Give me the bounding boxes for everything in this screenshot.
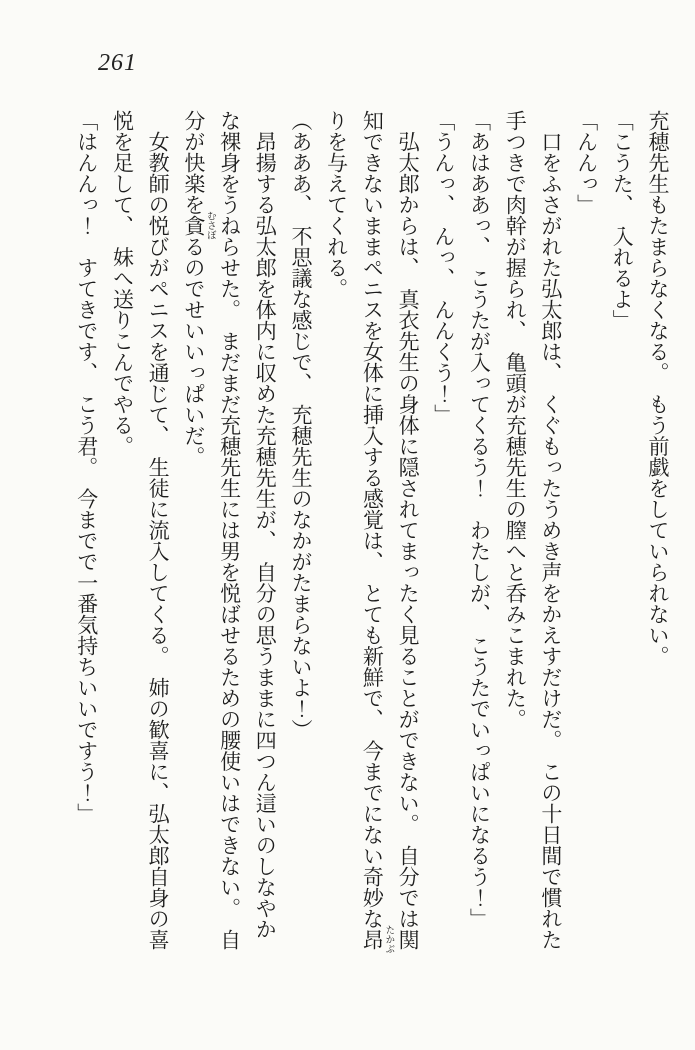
ruby-text: むさぼ bbox=[204, 211, 215, 240]
narration-paragraph: 女教師の悦びがペニスを通じて、 生徒に流入してくる。 姉の歓喜に、弘太郎自身の喜悦を足して、 妹へ送りこんでやる。 bbox=[110, 110, 171, 950]
ruby-base: 貪 bbox=[181, 211, 206, 240]
dialogue-line: 「んんっ」 bbox=[574, 110, 599, 215]
inner-thought-line: （あああ、 不思議な感じで、 充穂先生のなかがたまらないよ！） bbox=[288, 110, 313, 740]
narration-paragraph bbox=[318, 110, 425, 956]
narration-paragraph: 口をふさがれた弘太郎は、 くぐもったうめき声をかえすだけだ。 この十日間で慣れた手つきで肉幹が握られ、 亀頭が充穂先生の膣へと呑みこまれた。 bbox=[503, 110, 563, 950]
paragraph-text-segment: 弘太郎からは、 真衣先生の身体に隠されてまったく見ることができない。 自分では関知できないままペニスを女体に挿入する感覚は、 とても新鮮で、 今までにない奇妙な bbox=[360, 110, 421, 950]
dialogue-line: 「こうた、 入れるよ」 bbox=[610, 110, 635, 331]
paragraph-text-segment: るのでせいいっぱいだ。 bbox=[181, 236, 206, 467]
dialogue-line: 「あはああっ、 こうたが入ってくるう！ わたしが、 こうたでいっぱいになるう！」 bbox=[467, 110, 492, 929]
page-number: 261 bbox=[98, 50, 137, 76]
dialogue-line: 「はんんっ！ すてきです、 こう君。 今までで一番気持ちいいですう！」 bbox=[74, 110, 99, 824]
dialogue-line: 「うんっ、 んっ、 んんくう！」 bbox=[431, 110, 456, 425]
narration-paragraph: 充穂先生もたまらなくなる。 もう前戯をしていられない。 bbox=[646, 110, 670, 667]
narration-paragraph bbox=[175, 110, 282, 956]
furigana-annotation bbox=[360, 925, 394, 954]
paragraph-text-segment: 昂揚する弘太郎を体内に収めた充穂先生が、 自分の思うままに四つん這いのしなやかな裸身をうねらせた。 まだまだ充穂先生には男を悦ばせるための腰使いはできない。 自分が快楽を bbox=[181, 110, 278, 950]
ruby-base: 昂 bbox=[360, 925, 385, 954]
vertical-text-block bbox=[68, 110, 675, 956]
furigana-annotation bbox=[181, 211, 215, 240]
ruby-text: たかぶ bbox=[383, 925, 394, 954]
paragraph-text-segment: りを与えてくれる。 bbox=[324, 110, 349, 299]
